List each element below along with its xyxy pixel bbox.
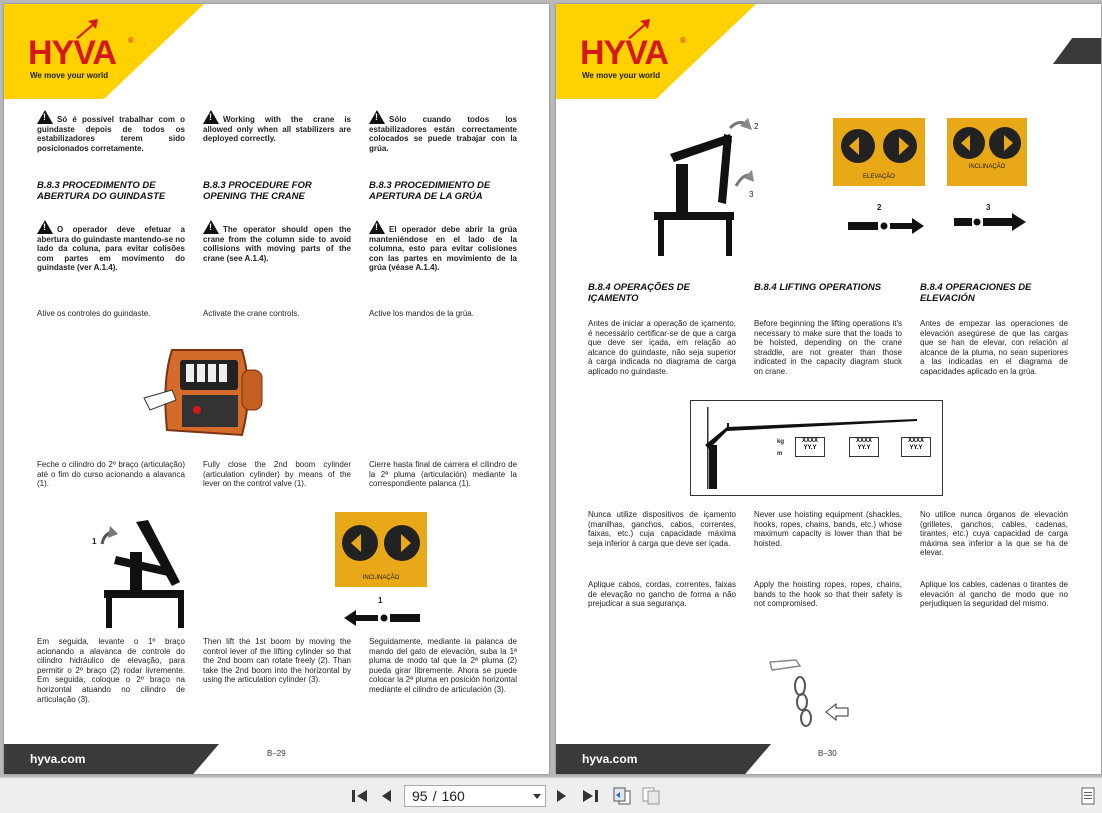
chevron-down-icon (533, 794, 541, 799)
arrow-label-1: 1 (378, 596, 383, 605)
heading-pt: B.8.4 OPERAÇÕES DE IÇAMENTO (588, 282, 690, 304)
hyva-logo (28, 24, 138, 84)
apply-en: Apply the hoisting ropes, ropes, chains, bands to the hook so that their safety is not compromised. (754, 580, 902, 609)
warning-pt-1: !Só é possível trabalhar com o guindaste depois de todos os estabilizadores terem sido posicionados corretamente. (37, 110, 185, 153)
inclinacao-sign (335, 512, 427, 587)
double-page-icon (641, 787, 661, 805)
logo-text: HYVA (28, 34, 116, 72)
activate-en: Activate the crane controls. (203, 309, 300, 318)
warning-icon (37, 220, 53, 234)
label-2: 2 (754, 122, 759, 131)
never-en: Never use hoisting equipment (shackles, hooks, ropes, chains, bands, etc.) whose maximum capacity is lower than that be hoisted. (754, 510, 902, 548)
page-number-select[interactable] (404, 785, 546, 807)
capacity-box-1: XXXX YY.Y (795, 437, 825, 457)
inclination-icons (341, 522, 421, 564)
document-icon (1081, 787, 1095, 805)
viewer-toolbar (0, 777, 1102, 813)
warning-icon (203, 220, 219, 234)
logo-arrow-icon (626, 18, 652, 40)
apply-es: Aplique los cables, cadenas o tirantes de elevación al gancho de modo que no perjudiquen la seguridad del mismo. (920, 580, 1068, 609)
lift-pt: Em seguida, levante o 1º braço acionando a alavanca de controle do cilindro hidráulico de elevação, para permitir o 2º braço (2) rodar livremente. Em seguida, coloque o 2º braço na horizontal atuando no cilindro de articulação (3). (37, 637, 185, 704)
chart-kg-label: kg (777, 439, 785, 445)
label-3: 3 (749, 190, 754, 199)
lift-en: Then lift the 1st boom by moving the control lever of the lifting cylinder so that the 2nd boom can rotate freely (2). Than take the 2nd boom into the horizontal by using the articulation cylinder (3). (203, 637, 351, 685)
arrow-label-3: 3 (986, 203, 991, 212)
page-number: B–29 (267, 749, 286, 758)
before-en: Before beginning the lifting operations it's necessary to make sure that the loads to be hoisted, depending on the crane straddle, are not greater than those indicated in the capacity diagram stuck on crane. (754, 319, 902, 376)
logo-registered-mark: ® (128, 36, 134, 45)
hook-chain-image (766, 656, 856, 736)
warning-icon (203, 110, 219, 124)
document-menu-button[interactable] (1080, 786, 1096, 806)
heading-es: B.8.4 OPERACIONES DE ELEVACIÓN (920, 282, 1032, 304)
right-arrow-icon-2 (952, 212, 1028, 232)
close-cylinder-pt: Feche o cilindro do 2º braço (articulação) até o fim do curso acionando a alavanca (1). (37, 460, 185, 489)
double-page-view-button[interactable] (640, 786, 662, 806)
footer-site: hyva.com (582, 752, 638, 766)
warning-icon (369, 220, 385, 234)
right-page (556, 4, 1101, 774)
capacity-box-3: XXXX YY.Y (901, 437, 931, 457)
warning-es-1: !Sólo cuando todos los estabilizadores están correctamente colocados se puede trabajar con la grúa. (369, 110, 517, 153)
warning-pt-2: !O operador deve efetuar a abertura do guindaste mantendo-se no lado da coluna, para evitar colisões com partes em movimento do guindaste (ver A.1.4). (37, 220, 185, 273)
warning-en-2: !The operator should open the crane from the column side to avoid collisions with moving parts of the crane (see A.1.4). (203, 220, 351, 263)
elevation-icons (839, 126, 919, 166)
previous-page-icon (380, 788, 392, 804)
capacity-diagram (690, 400, 943, 496)
single-page-view-button[interactable] (611, 786, 633, 806)
inclinacao-sign (947, 118, 1027, 186)
before-es: Antes de empezar las operaciones de elevación asegúrese de que las cargas que se han de elevar, con relación al alcance de la pluma, no sean superiores a las indicadas en el diagrama de capacidades aplicado en la grúa. (920, 319, 1068, 376)
elevacao-label: ELEVAÇÃO (863, 174, 895, 180)
never-es: No utilice nunca órganos de elevación (grilletes, ganchos, cables, cadenas, tirantes, etc.) cuya capacidad de carga máxima sea inferior a la que se ha de elevar. (920, 510, 1068, 558)
crane-folded-image (88, 512, 208, 630)
logo-tagline: We move your world (582, 71, 661, 80)
heading-es: B.8.3 PROCEDIMIENTO DE APERTURA DE LA GRÚA (369, 180, 491, 202)
next-page-icon (556, 788, 568, 804)
left-page (4, 4, 549, 774)
heading-pt: B.8.3 PROCEDIMENTO DE ABERTURA DO GUINDASTE (37, 180, 166, 202)
right-arrow-icon (846, 217, 926, 235)
footer-site: hyva.com (30, 752, 86, 766)
warning-en-1: !Working with the crane is allowed only when all stabilizers are deployed correctly. (203, 110, 351, 144)
logo-registered-mark: ® (680, 36, 686, 45)
logo-arrow-icon (74, 18, 100, 40)
page-number: B–30 (818, 749, 837, 758)
page-separator: / (432, 788, 437, 804)
activate-pt: Ative os controles do guindaste. (37, 309, 151, 318)
heading-en: B.8.4 LIFTING OPERATIONS (754, 282, 882, 293)
never-pt: Nunca utilize dispositivos de içamento (manilhas, ganchos, cabos, correntes, faixas, etc.) cuja capacidade máxima seja inferior à carga que deve ser içada. (588, 510, 736, 548)
logo-tagline: We move your world (30, 71, 109, 80)
previous-page-button[interactable] (378, 786, 394, 806)
chart-m-label: m (777, 451, 783, 457)
hyva-logo (580, 24, 690, 84)
arrow-label-2: 2 (877, 203, 882, 212)
before-pt: Antes de iniciar a operação de içamento, é necessário certificar-se de que a carga que deve ser içada, em relação ao alcance do guindaste, não seja superior à carga indicada no diagrama de carga aplicado no guindaste. (588, 319, 736, 376)
current-page-value: 95 (412, 788, 428, 804)
warning-es-2: !El operador debe abrir la grúa manteniéndose en el lado de la columna, esto para evitar colisiones con las partes en movimiento de la grúa (véase A.1.4). (369, 220, 517, 273)
total-pages-value: 160 (441, 788, 465, 804)
logo-text: HYVA (580, 34, 668, 72)
activate-es: Active los mandos de la grúa. (369, 309, 474, 318)
last-page-button[interactable] (580, 786, 600, 806)
elevacao-sign (833, 118, 925, 186)
inclinacao-label: INCLINAÇÃO (362, 575, 400, 581)
apply-pt: Aplique cabos, cordas, correntes, faixas de elevação no gancho de forma a não prejudicar a sua segurança. (588, 580, 736, 609)
close-cylinder-es: Cierre hasta final de carrera el cilindro de la 2ª pluma (articulación) mediante la correspondiente palanca (1). (369, 460, 517, 489)
crane-unfolded-image (640, 114, 770, 259)
last-page-icon (581, 788, 599, 804)
corner-tab (1053, 38, 1101, 64)
warning-icon (37, 110, 53, 124)
diagram-label-1: 1 (92, 537, 97, 546)
inclinacao-label: INCLINAÇÃO (968, 164, 1006, 170)
control-valve-image (142, 340, 270, 450)
capacity-box-2: XXXX YY.Y (849, 437, 879, 457)
warning-icon (369, 110, 385, 124)
single-page-icon (612, 787, 632, 805)
first-page-icon (351, 788, 369, 804)
close-cylinder-en: Fully close the 2nd boom cylinder (articulation cylinder) by means of the lever on the control valve (1). (203, 460, 351, 489)
inclination-icons (951, 124, 1023, 162)
lift-es: Seguidamente, mediante la palanca de mando del gato de elevación, suba la 1ª pluma de modo tal que la 2ª pluma (2) pueda girar libremente. Ahora se puede colocar la 2ª pluma en posición horizontal mediante el cilindro de articulación (3). (369, 637, 517, 694)
heading-en: B.8.3 PROCEDURE FOR OPENING THE CRANE (203, 180, 312, 202)
left-arrow-icon (344, 609, 424, 627)
next-page-button[interactable] (554, 786, 570, 806)
first-page-button[interactable] (350, 786, 370, 806)
